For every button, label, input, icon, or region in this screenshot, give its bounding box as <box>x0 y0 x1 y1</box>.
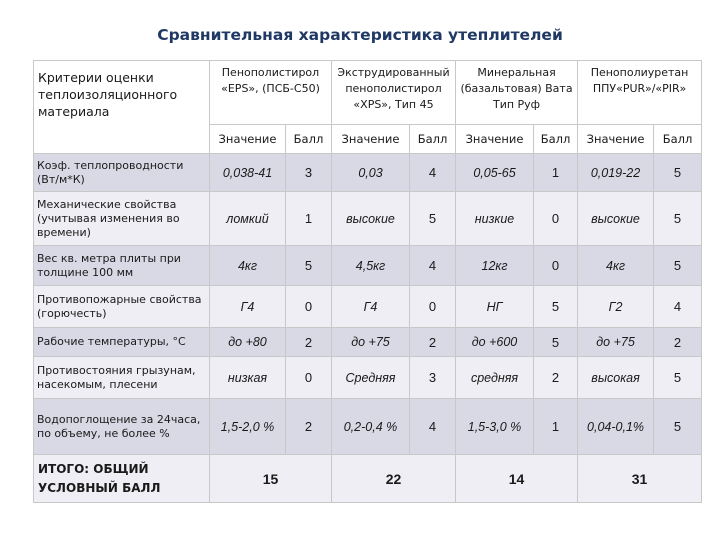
page-title: Сравнительная характеристика утеплителей <box>157 26 563 44</box>
total-score-ppu: 31 <box>578 455 702 503</box>
criterion-label: Водопоглощение за 24часа, по объему, не более % <box>34 399 210 455</box>
material-header-xps: Экструдированный пенополистирол «XPS», Тип 45 <box>332 61 456 125</box>
value-cell: до +600 <box>456 328 534 357</box>
value-cell: ломкий <box>210 192 286 246</box>
value-cell: 0,04-0,1% <box>578 399 654 455</box>
score-cell: 5 <box>410 192 456 246</box>
score-cell: 5 <box>654 192 702 246</box>
score-cell: 0 <box>286 357 332 399</box>
value-cell: Г4 <box>210 286 286 328</box>
header-row-materials <box>34 61 702 125</box>
score-cell: 0 <box>534 192 578 246</box>
value-cell: 4кг <box>210 246 286 286</box>
value-cell: 0,038-41 <box>210 154 286 192</box>
criterion-label: Рабочие температуры, °С <box>34 328 210 357</box>
score-cell: 4 <box>410 399 456 455</box>
table-row <box>34 286 702 328</box>
value-cell: 0,019-22 <box>578 154 654 192</box>
score-cell: 4 <box>410 246 456 286</box>
table-row <box>34 154 702 192</box>
total-score-mineral-wool: 14 <box>456 455 578 503</box>
value-cell: 4кг <box>578 246 654 286</box>
value-cell: 4,5кг <box>332 246 410 286</box>
score-cell: 4 <box>654 286 702 328</box>
score-cell: 2 <box>654 328 702 357</box>
value-cell: до +75 <box>332 328 410 357</box>
table-row <box>34 357 702 399</box>
score-cell: 0 <box>534 246 578 286</box>
total-score-xps: 22 <box>332 455 456 503</box>
score-cell: 5 <box>286 246 332 286</box>
value-cell: Г2 <box>578 286 654 328</box>
table-row <box>34 328 702 357</box>
score-cell: 0 <box>286 286 332 328</box>
score-label: Балл <box>286 125 332 154</box>
material-header-ppu: Пенополиуретан ППУ«PUR»/«PIR» <box>578 61 702 125</box>
total-row <box>34 455 702 503</box>
value-cell: высокие <box>332 192 410 246</box>
score-cell: 5 <box>534 286 578 328</box>
material-header-mineral-wool: Минеральная (базальтовая) Вата Тип Руф <box>456 61 578 125</box>
criterion-label: Вес кв. метра плиты при толщине 100 мм <box>34 246 210 286</box>
value-cell: низкие <box>456 192 534 246</box>
value-cell: Средняя <box>332 357 410 399</box>
criterion-label: Коэф. теплопроводности (Вт/м*К) <box>34 154 210 192</box>
value-cell: 0,05-65 <box>456 154 534 192</box>
value-cell: 0,03 <box>332 154 410 192</box>
value-cell: 0,2-0,4 % <box>332 399 410 455</box>
comparison-table <box>33 60 702 503</box>
table-row <box>34 246 702 286</box>
value-cell: Г4 <box>332 286 410 328</box>
value-cell: 1,5-3,0 % <box>456 399 534 455</box>
score-cell: 3 <box>410 357 456 399</box>
value-label: Значение <box>578 125 654 154</box>
value-label: Значение <box>332 125 410 154</box>
score-cell: 2 <box>410 328 456 357</box>
score-cell: 3 <box>286 154 332 192</box>
table-row <box>34 192 702 246</box>
score-cell: 1 <box>286 192 332 246</box>
score-cell: 2 <box>286 328 332 357</box>
value-cell: низкая <box>210 357 286 399</box>
score-label: Балл <box>410 125 456 154</box>
value-cell: до +80 <box>210 328 286 357</box>
score-cell: 5 <box>654 399 702 455</box>
score-cell: 2 <box>286 399 332 455</box>
value-label: Значение <box>210 125 286 154</box>
score-cell: 5 <box>534 328 578 357</box>
value-cell: высокая <box>578 357 654 399</box>
material-header-eps: Пенополистирол «EPS», (ПСБ-С50) <box>210 61 332 125</box>
value-cell: до +75 <box>578 328 654 357</box>
score-label: Балл <box>534 125 578 154</box>
value-cell: высокие <box>578 192 654 246</box>
score-cell: 1 <box>534 399 578 455</box>
score-cell: 2 <box>534 357 578 399</box>
value-cell: НГ <box>456 286 534 328</box>
score-cell: 5 <box>654 357 702 399</box>
value-label: Значение <box>456 125 534 154</box>
criterion-label: Механические свойства (учитывая изменения во времени) <box>34 192 210 246</box>
score-cell: 5 <box>654 154 702 192</box>
value-cell: 12кг <box>456 246 534 286</box>
criterion-label: Противопожарные свойства (горючесть) <box>34 286 210 328</box>
criteria-header: Критерии оценки теплоизоляционного материала <box>34 61 210 154</box>
total-label: ИТОГО: ОБЩИЙ УСЛОВНЫЙ БАЛЛ <box>34 455 210 503</box>
criterion-label: Противостояния грызунам, насекомым, плесени <box>34 357 210 399</box>
value-cell: средняя <box>456 357 534 399</box>
total-score-eps: 15 <box>210 455 332 503</box>
score-cell: 4 <box>410 154 456 192</box>
score-cell: 1 <box>534 154 578 192</box>
score-cell: 0 <box>410 286 456 328</box>
score-label: Балл <box>654 125 702 154</box>
value-cell: 1,5-2,0 % <box>210 399 286 455</box>
score-cell: 5 <box>654 246 702 286</box>
table-row <box>34 399 702 455</box>
